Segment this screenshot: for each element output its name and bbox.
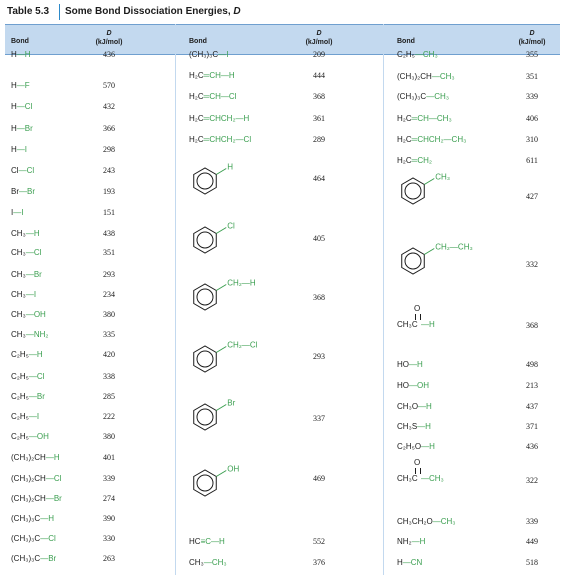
bond-label: H₂C═CH₂ [397,156,432,165]
substituent-bond [216,169,226,175]
bond-label: (CH₃)₂CH—H [11,453,60,462]
substituent-bond [424,179,434,185]
bond-label: H₂C═CH—Cl [189,92,237,101]
benzene-structure [189,462,269,502]
bond-label: (CH₃)₃C—CH₃ [397,92,449,101]
benzene-structure [397,240,477,280]
aromatic-circle [197,232,213,248]
bond-energy-value: 293 [313,352,325,361]
benzene-structure [397,170,477,210]
bond-energy-value: 438 [103,229,115,238]
bond-energy-value: 390 [103,514,115,523]
bond-energy-value: 339 [103,474,115,483]
substituent-bond [216,347,226,353]
bond-label: H₂C═CHCH₂—CH₃ [397,135,467,144]
bond-energy-value: 243 [103,166,115,175]
bond-label: CH₃—Br [11,270,42,279]
bond-energy-value: 298 [103,145,115,154]
bond-label: C₂H₅—I [11,412,40,421]
bond-energy-value: 611 [526,156,538,165]
bond-energy-value: 432 [103,102,115,111]
bond-label: (CH₃)₃C—I [189,50,229,59]
bond-energy-value: 436 [526,442,538,451]
bond-energy-value: 335 [103,330,115,339]
bond-label: (CH₃)₃C—Cl [11,534,56,543]
bond-label: CH₃—Cl [11,248,42,257]
bond-energy-value: 368 [313,293,325,302]
bond-energy-value: 351 [103,248,115,257]
bond-label: Br—Br [11,187,35,196]
bond-energy-value: 380 [103,310,115,319]
bond-energy-value: 361 [313,114,325,123]
header-bond-1: Bond [11,38,29,45]
bond-label: H—CN [397,558,423,567]
bond-energy-value: 332 [526,260,538,269]
header-d-2: D (kJ/mol) [305,30,333,46]
bond-label: H₂C═CH—H [189,71,235,80]
substituent-bond [216,228,226,234]
bond-energy-value: 310 [526,135,538,144]
carbonyl-right: —H [421,320,435,329]
bond-label: HO—H [397,360,423,369]
carbonyl-oxygen: O [414,304,421,313]
bond-energy-value: 351 [526,72,538,81]
benzene-structure [189,276,269,316]
bond-label: CH₃—OH [11,310,46,319]
bond-label: Cl—Cl [11,166,35,175]
bond-energy-value: 405 [313,234,325,243]
bond-label: CH₃S—H [397,422,431,431]
bond-label: HO—OH [397,381,429,390]
header-bond-2: Bond [189,38,207,45]
substituent-bond [216,285,226,291]
column-divider [383,24,384,575]
benzene-structure [189,338,269,378]
bond-label: H₂C═CHCH₂—Cl [189,135,252,144]
bond-energy-value: 401 [103,453,115,462]
table-number: Table 5.3 [7,6,50,17]
bond-label: (CH₃)₃C—Br [11,554,57,563]
substituent-label: CH₂—H [227,278,256,288]
table-title: Some Bond Dissociation Energies, D [65,6,241,17]
bond-label: C₂H₅—Cl [11,372,45,381]
substituent-bond [216,405,226,411]
bond-energy-value: 339 [526,517,538,526]
bond-label: C₂H₅O—H [397,442,435,451]
bond-energy-value: 371 [526,422,538,431]
bond-label: (CH₃)₃C—H [11,514,54,523]
bond-energy-value: 469 [313,474,325,483]
bond-label: CH₃CH₂O—CH₃ [397,517,456,526]
bond-energy-value: 376 [313,558,325,567]
header-d-1: D (kJ/mol) [95,30,123,46]
aromatic-circle [197,289,213,305]
bond-energy-value: 444 [313,71,325,80]
bond-energy-value: 322 [526,476,538,485]
bond-energy-value: 570 [103,81,115,90]
bond-energy-value: 285 [103,392,115,401]
carbonyl-left: CH₃C [397,320,418,329]
aromatic-circle [405,253,421,269]
bond-label: CH₃O—H [397,402,432,411]
benzene-structure [189,219,269,259]
bond-label: NH₂—H [397,537,426,546]
aromatic-circle [197,409,213,425]
bond-energy-value: 234 [103,290,115,299]
substituent-label: OH [227,464,240,474]
bond-label: CH₃—I [11,290,37,299]
bond-label: H—F [11,81,30,90]
aromatic-circle [197,173,213,189]
bond-energy-value: 293 [103,270,115,279]
bond-label: H—Br [11,124,33,133]
bond-label: H₂C═CHCH₂—H [189,114,250,123]
bond-energy-value: 355 [526,50,538,59]
bond-energy-value: 151 [103,208,115,217]
bond-label: (CH₃)₂CH—CH₃ [397,72,455,81]
bond-label: C₂H₅—Br [11,392,45,401]
substituent-label: Br [227,398,236,408]
substituent-label: H [227,162,234,172]
bond-label: (CH₃)₂CH—Cl [11,474,62,483]
bond-label: C₂H₅—H [11,350,43,359]
bond-energy-value: 193 [103,187,115,196]
bond-label: CH₃—NH₂ [11,330,49,339]
bond-label: CH₃—H [11,229,40,238]
bond-energy-value: 436 [103,50,115,59]
bond-energy-value: 222 [103,412,115,421]
caption-divider [59,4,60,20]
bond-energy-value: 552 [313,537,325,546]
bond-label: C₂H₅—OH [11,432,49,441]
carbonyl-left: CH₃C [397,474,418,483]
benzene-structure [189,160,269,200]
bond-label: I—I [11,208,24,217]
bond-energy-value: 498 [526,360,538,369]
bond-energy-value: 338 [103,372,115,381]
bond-label: H—H [11,50,31,59]
bond-energy-value: 464 [313,174,325,183]
bond-energy-value: 209 [313,50,325,59]
bond-label: H—I [11,145,28,154]
bond-energy-value: 380 [103,432,115,441]
bond-energy-value: 518 [526,558,538,567]
bond-label: C₂H₅—CH₃ [397,50,438,59]
bond-energy-value: 213 [526,381,538,390]
substituent-label: Cl [227,221,235,231]
substituent-label: CH₃ [435,172,451,182]
bond-energy-value: 437 [526,402,538,411]
substituent-label: CH₂—Cl [227,340,258,350]
bond-energy-value: 339 [526,92,538,101]
bond-energy-value: 368 [526,321,538,330]
substituent-bond [216,471,226,477]
bond-label: H₂C═CH—CH₃ [397,114,452,123]
bond-energy-value: 289 [313,135,325,144]
bond-energy-value: 337 [313,414,325,423]
bond-energy-value: 263 [103,554,115,563]
bond-energy-value: 427 [526,192,538,201]
aromatic-circle [197,351,213,367]
aromatic-circle [405,183,421,199]
bond-energy-value: 406 [526,114,538,123]
benzene-structure [189,396,269,436]
aromatic-circle [197,475,213,491]
bond-label: HC≡C—H [189,537,225,546]
bond-energy-value: 420 [103,350,115,359]
bond-label: H—Cl [11,102,33,111]
bond-energy-value: 274 [103,494,115,503]
header-d-3: D (kJ/mol) [518,30,546,46]
carbonyl-oxygen: O [414,458,421,467]
bond-energy-value: 449 [526,537,538,546]
substituent-bond [424,249,434,255]
column-divider [175,24,176,575]
carbonyl-right: —CH₃ [421,474,444,483]
substituent-label: CH₂—CH₃ [435,242,473,252]
bond-label: CH₃—CH₃ [189,558,227,567]
header-bond-3: Bond [397,38,415,45]
bond-energy-value: 366 [103,124,115,133]
bond-energy-value: 368 [313,92,325,101]
bond-label: (CH₃)₂CH—Br [11,494,62,503]
bond-energy-value: 330 [103,534,115,543]
bond-energy-table [5,4,560,575]
